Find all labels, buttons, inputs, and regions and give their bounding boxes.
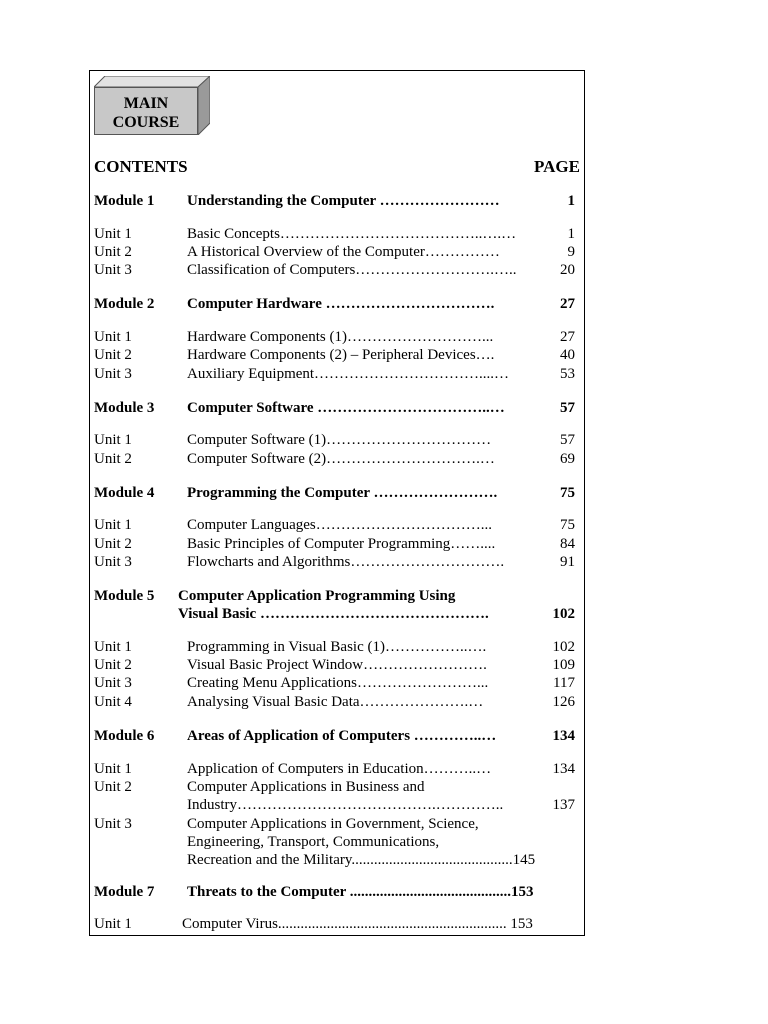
- toc-title: Computer Software (1)……………………………: [187, 432, 492, 448]
- toc-row-module: [94, 295, 580, 313]
- toc-row-unit: [94, 674, 580, 692]
- toc-title: Computer Virus............................................................. 153: [182, 916, 533, 932]
- toc-row-unit: [94, 656, 580, 674]
- toc-label: Unit 1: [94, 761, 132, 777]
- toc-label: Unit 3: [94, 554, 132, 570]
- toc-page: 69: [560, 451, 575, 467]
- toc-row-unit: [94, 693, 580, 711]
- toc-label: Unit 1: [94, 639, 132, 655]
- toc-title: Visual Basic ……………………………………….: [178, 606, 489, 622]
- toc-page: 109: [552, 657, 575, 673]
- toc-row-unit: [94, 915, 580, 933]
- main-course-badge: [94, 87, 198, 135]
- toc-label: Module 5: [94, 588, 155, 604]
- badge-line-1: MAIN: [123, 95, 169, 112]
- toc-row-unit: [94, 815, 580, 833]
- toc-row-unit: [94, 553, 580, 571]
- toc-title: Basic Principles of Computer Programming……....: [187, 536, 496, 552]
- badge-bevel-top: [94, 76, 210, 87]
- toc-title: Basic Concepts…………………………………..….…: [187, 226, 517, 242]
- toc-label: Unit 3: [94, 262, 132, 278]
- toc-page: 1: [567, 226, 575, 242]
- toc-title: Computer Applications in Business and: [187, 779, 425, 795]
- toc-label: Unit 1: [94, 226, 132, 242]
- toc-page: 40: [560, 347, 575, 363]
- toc-label: Unit 2: [94, 657, 132, 673]
- toc-row-module: [94, 587, 580, 605]
- toc-page: 84: [560, 536, 575, 552]
- toc-row-unit: [94, 778, 580, 796]
- page-heading: PAGE: [534, 157, 580, 176]
- toc-title: Computer Hardware …………………………….: [187, 296, 495, 312]
- toc-row-unit: [94, 365, 580, 383]
- toc-title: Understanding the Computer ……………………: [187, 193, 500, 209]
- toc-row-unit: [94, 261, 580, 279]
- toc-page: 20: [560, 262, 575, 278]
- toc-page: 27: [560, 329, 575, 345]
- toc-label: Unit 3: [94, 816, 132, 832]
- toc-row-module: [94, 192, 580, 210]
- toc-title: Areas of Application of Computers …………..…: [187, 728, 497, 744]
- toc-row-unit-continued: [94, 796, 580, 814]
- toc-row-module: [94, 399, 580, 417]
- toc-row-unit: [94, 328, 580, 346]
- toc-row-module: [94, 883, 580, 901]
- toc-title: Application of Computers in Education………..…: [187, 761, 492, 777]
- toc-row-unit: [94, 535, 580, 553]
- toc-label: Unit 2: [94, 347, 132, 363]
- toc-title: Auxiliary Equipment……………………………....…: [187, 366, 510, 382]
- toc-page: 75: [560, 485, 575, 501]
- toc-title: Recreation and the Military...........................................145: [187, 852, 536, 868]
- toc-page: 126: [552, 694, 575, 710]
- toc-page: 53: [560, 366, 575, 382]
- toc-page: 9: [567, 244, 575, 260]
- toc-row-unit: [94, 760, 580, 778]
- toc-title: Programming in Visual Basic (1)……………..….: [187, 639, 487, 655]
- toc-page: 102: [552, 639, 575, 655]
- toc-label: Unit 1: [94, 432, 132, 448]
- toc-label: Unit 2: [94, 244, 132, 260]
- toc-label: Unit 2: [94, 536, 132, 552]
- toc-label: Unit 1: [94, 329, 132, 345]
- toc-page: 27: [560, 296, 575, 312]
- toc-page: 117: [553, 675, 575, 691]
- toc-title: Threats to the Computer ...........................................153: [187, 884, 534, 900]
- toc-title: Computer Software ……………………………..…: [187, 400, 505, 416]
- toc-label: Module 1: [94, 193, 155, 209]
- toc-label: Module 2: [94, 296, 155, 312]
- toc-title: Creating Menu Applications……………………...: [187, 675, 489, 691]
- badge-bevel-side: [198, 76, 210, 135]
- toc-label: Unit 3: [94, 366, 132, 382]
- toc-row-unit: [94, 516, 580, 534]
- toc-row-unit: [94, 638, 580, 656]
- toc-label: Unit 4: [94, 694, 132, 710]
- toc-label: Unit 1: [94, 517, 132, 533]
- toc-title: Visual Basic Project Window…………………….: [187, 657, 487, 673]
- toc-title: Hardware Components (2) – Peripheral Devices….: [187, 347, 495, 363]
- toc-title: Flowcharts and Algorithms………………………….: [187, 554, 505, 570]
- toc-title: Computer Languages……………………………...: [187, 517, 492, 533]
- toc-title: Industry………………………………….…………..: [187, 797, 504, 813]
- toc-label: Unit 2: [94, 451, 132, 467]
- toc-title: A Historical Overview of the Computer……………: [187, 244, 500, 260]
- toc-title: Engineering, Transport, Communications,: [187, 834, 440, 850]
- toc-label: Module 4: [94, 485, 155, 501]
- toc-page: 1: [567, 193, 575, 209]
- toc-row-module-continued: [94, 605, 580, 623]
- badge-line-2: COURSE: [112, 114, 180, 131]
- contents-heading: CONTENTS: [94, 157, 188, 176]
- toc-title: Analysing Visual Basic Data………………….…: [187, 694, 484, 710]
- toc-label: Unit 2: [94, 779, 132, 795]
- toc-row-unit-continued: [94, 851, 580, 869]
- toc-page: 134: [552, 728, 575, 744]
- toc-title: Computer Applications in Government, Science,: [187, 816, 479, 832]
- toc-row-module: [94, 727, 580, 745]
- toc-row-unit: [94, 450, 580, 468]
- toc-page: 57: [560, 432, 575, 448]
- toc-page: 134: [552, 761, 575, 777]
- toc-title: Computer Software (2)………………………….…: [187, 451, 495, 467]
- toc-row-unit: [94, 346, 580, 364]
- toc-row-unit: [94, 243, 580, 261]
- toc-row-unit-continued: [94, 833, 580, 851]
- toc-label: Module 3: [94, 400, 155, 416]
- toc-page: 102: [552, 606, 575, 622]
- toc-label: Module 7: [94, 884, 155, 900]
- toc-label: Unit 1: [94, 916, 132, 932]
- toc-title: Classification of Computers……………………….…..: [187, 262, 517, 278]
- toc-row-unit: [94, 431, 580, 449]
- toc-label: Unit 3: [94, 675, 132, 691]
- toc-row-unit: [94, 225, 580, 243]
- toc-title: Hardware Components (1)………………………...: [187, 329, 494, 345]
- toc-title: Computer Application Programming Using: [178, 588, 456, 604]
- toc-page: 57: [560, 400, 575, 416]
- toc-page: 91: [560, 554, 575, 570]
- toc-label: Module 6: [94, 728, 155, 744]
- toc-title: Programming the Computer …………………….: [187, 485, 498, 501]
- toc-page: 137: [552, 797, 575, 813]
- toc-row-module: [94, 484, 580, 502]
- toc-page: 75: [560, 517, 575, 533]
